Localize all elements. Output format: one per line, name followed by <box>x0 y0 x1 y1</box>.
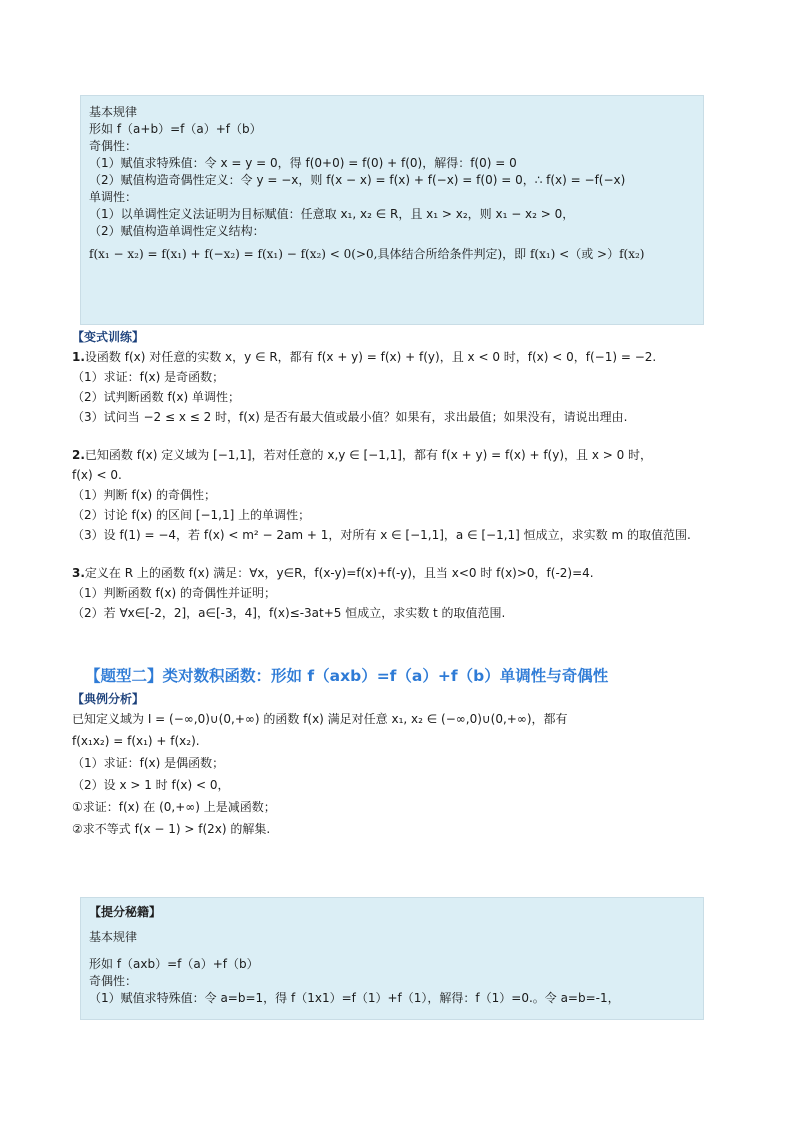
rule-box-1 <box>80 95 704 325</box>
question-text: 设函数 f(x) 对任意的实数 x，y ∈ R，都有 f(x + y) = f(x) + f(y)，且 x < 0 时，f(x) < 0，f(−1) = −2. <box>84 350 657 364</box>
example-part-3: ①求证：f(x) 在 (0,+∞) 上是减函数； <box>72 800 276 814</box>
rule-monotonic-1: （1）以单调性定义法证明为目标赋值：任意取 x₁, x₂ ∈ R，且 x₁ > x₂，则 x₁ − x₂ > 0， <box>89 207 575 221</box>
question-1-part-3: （3）试问当 −2 ≤ x ≤ 2 时，f(x) 是否有最大值或最小值？如果有，求出最值；如果没有，请说出理由. <box>72 410 628 424</box>
rule-parity-heading: 奇偶性： <box>89 139 138 153</box>
rule-monotonic-2: （2）赋值构造单调性定义结构： <box>89 224 265 238</box>
question-3-stem <box>72 564 722 584</box>
tips-heading: 基本规律 <box>89 930 138 944</box>
tips-parity-1: （1）赋值求特殊值：令 a=b=1，得 f（1x1）=f（1）+f（1），解得：f（1）=0.。令 a=b=-1， <box>89 991 620 1005</box>
example-part-2: （2）设 x > 1 时 f(x) < 0， <box>72 778 230 792</box>
example-part-4: ②求不等式 f(x − 1) > f(2x) 的解集. <box>72 822 271 836</box>
example-stem: 已知定义域为 I = (−∞,0)∪(0,+∞) 的函数 f(x) 满足对任意 x₁, x₂ ∈ (−∞,0)∪(0,+∞)，都有 <box>72 712 568 726</box>
question-2-part-3: （3）设 f(1) = −4，若 f(x) < m² − 2am + 1，对所有 x ∈ [−1,1]，a ∈ [−1,1] 恒成立，求实数 m 的取值范围. <box>72 528 691 542</box>
rule-monotonic-heading: 单调性： <box>89 190 138 204</box>
question-text: 定义在 R 上的函数 f(x) 满足：∀x，y∈R，f(x-y)=f(x)+f(-y)，且当 x<0 时 f(x)>0，f(-2)=4. <box>84 566 594 580</box>
section-title-type-2: 【题型二】类对数积函数：形如 f（axb）=f（a）+f（b）单调性与奇偶性 <box>85 667 609 685</box>
question-3-part-1: （1）判断函数 f(x) 的奇偶性并证明； <box>72 586 276 600</box>
practice-section <box>72 328 722 624</box>
example-label: 【典例分析】 <box>72 692 145 706</box>
tips-parity-heading: 奇偶性： <box>89 974 138 988</box>
question-number: 3. <box>72 566 85 580</box>
question-1-stem <box>72 348 722 368</box>
rule-parity-1: （1）赋值求特殊值：令 x = y = 0，得 f(0+0) = f(0) + f(0)，解得：f(0) = 0 <box>89 156 517 170</box>
example-section <box>72 690 722 840</box>
practice-label: 【变式训练】 <box>72 330 145 344</box>
rule-form: 形如 f（a+b）=f（a）+f（b） <box>89 122 262 136</box>
rule-parity-2: （2）赋值构造奇偶性定义：令 y = −x，则 f(x − x) = f(x) + f(−x) = f(0) = 0，∴ f(x) = −f(−x) <box>89 173 626 187</box>
question-number: 1. <box>72 350 85 364</box>
question-2-stem <box>72 446 722 466</box>
tips-label: 【提分秘籍】 <box>89 905 162 919</box>
rule-heading: 基本规律 <box>89 105 138 119</box>
question-2-stem-cont: f(x) < 0. <box>72 468 122 482</box>
question-1-part-2: （2）试判断函数 f(x) 单调性； <box>72 390 240 404</box>
question-2-part-2: （2）讨论 f(x) 的区间 [−1,1] 上的单调性； <box>72 508 311 522</box>
question-1-part-1: （1）求证：f(x) 是奇函数； <box>72 370 225 384</box>
rule-monotonic-formula: f(x₁ − x₂) = f(x₁) + f(−x₂) = f(x₁) − f(x₂) < 0(>0,具体结合所给条件判定)，即 f(x₁) <（或 >）f(x₂) <box>89 247 645 261</box>
question-number: 2. <box>72 448 85 462</box>
question-3-part-2: （2）若 ∀x∈[-2，2]，a∈[-3，4]，f(x)≤-3at+5 恒成立，求实数 t 的取值范围. <box>72 606 506 620</box>
example-stem-cont: f(x₁x₂) = f(x₁) + f(x₂). <box>72 734 200 748</box>
tips-box <box>80 897 704 1020</box>
example-part-1: （1）求证：f(x) 是偶函数； <box>72 756 225 770</box>
tips-form: 形如 f（axb）=f（a）+f（b） <box>89 957 259 971</box>
question-text: 已知函数 f(x) 定义域为 [−1,1]，若对任意的 x,y ∈ [−1,1]，都有 f(x + y) = f(x) + f(y)，且 x > 0 时， <box>84 448 653 462</box>
question-2-part-1: （1）判断 f(x) 的奇偶性； <box>72 488 216 502</box>
